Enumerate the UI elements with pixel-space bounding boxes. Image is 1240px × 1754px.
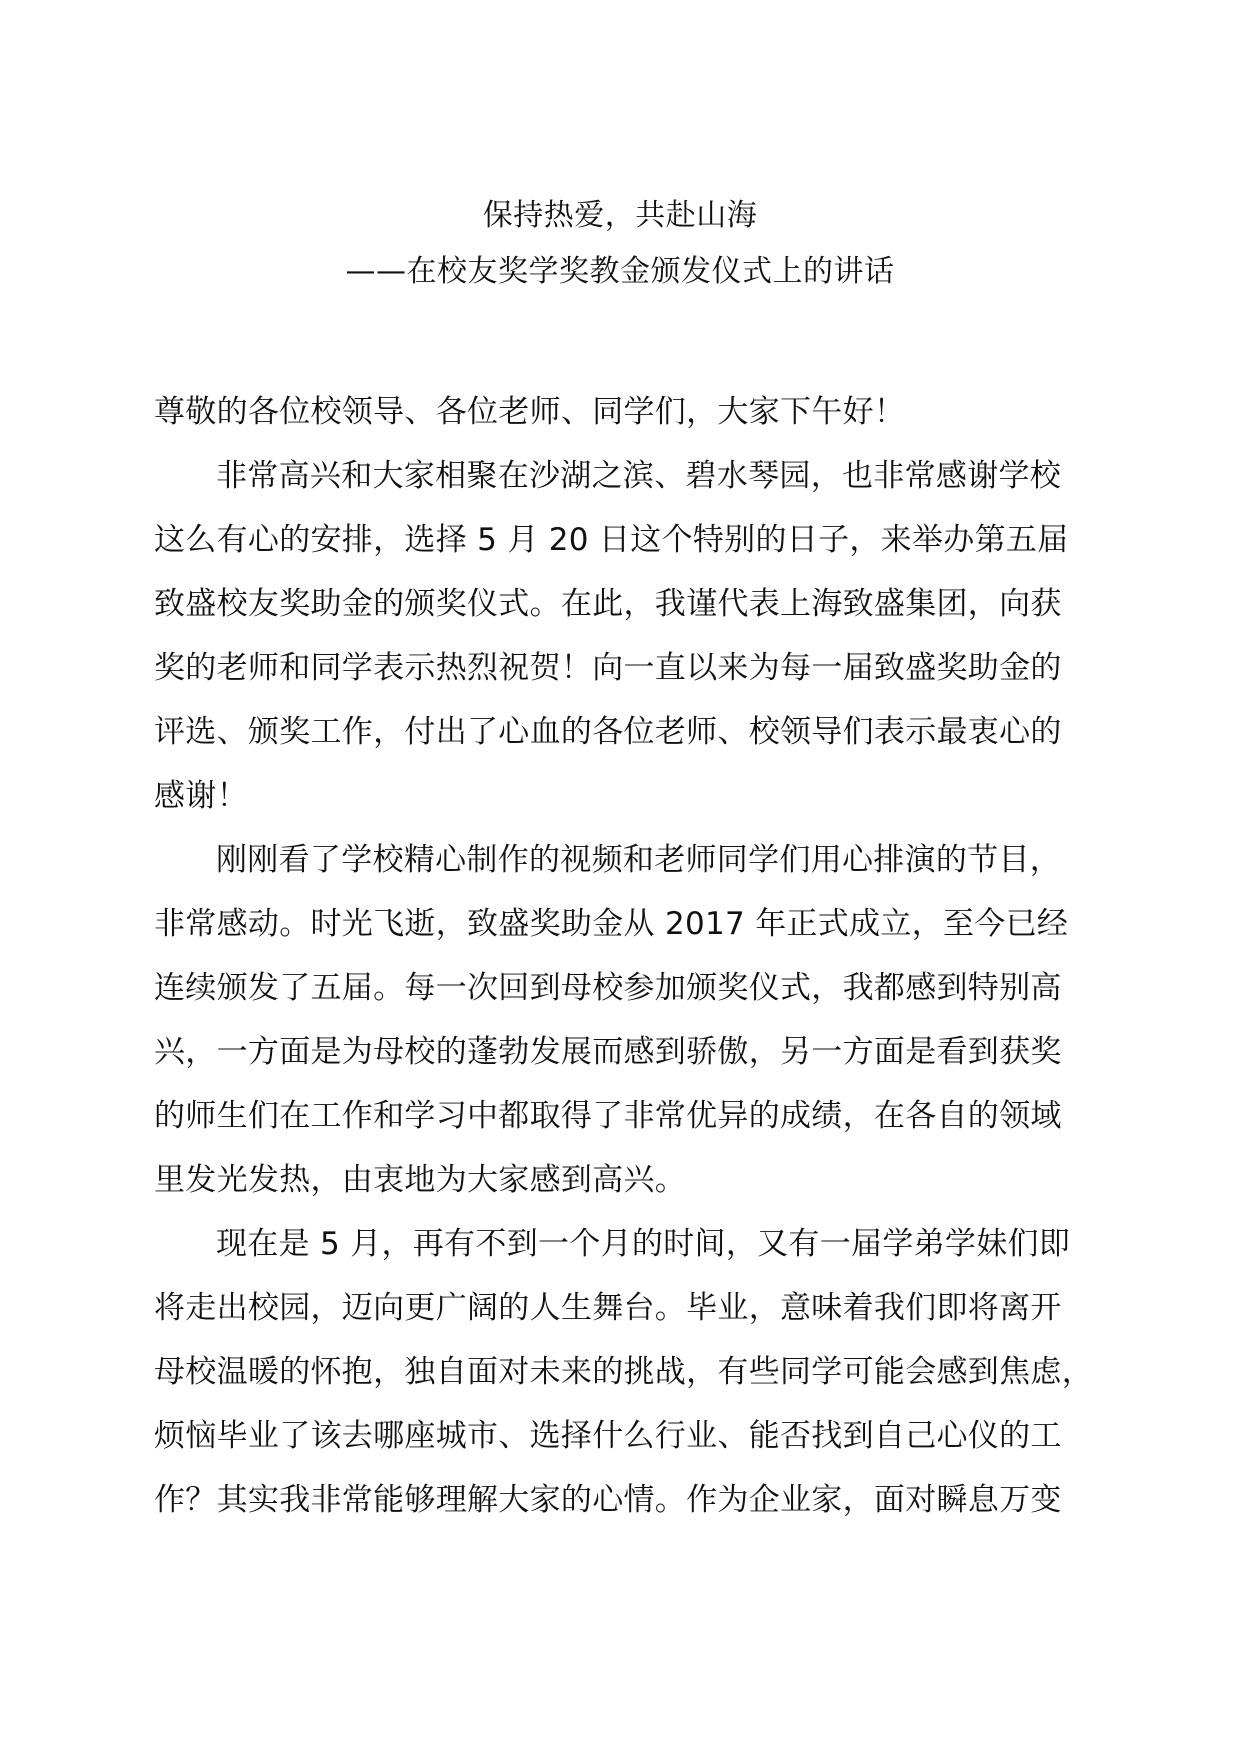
paragraph-line: 非常感动。时光飞逝，致盛奖助金从 2017 年正式成立，至今已经: [154, 906, 1069, 942]
paragraph-line: 兴，一方面是为母校的蓬勃发展而感到骄傲，另一方面是看到获奖: [154, 1034, 1062, 1070]
paragraph-line: 刚刚看了学校精心制作的视频和老师同学们用心排演的节目，: [216, 842, 1062, 878]
paragraph-1: [154, 444, 1084, 828]
salutation: 尊敬的各位校领导、各位老师、同学们，大家下午好！: [154, 394, 906, 430]
paragraph-line: 连续颁发了五届。每一次回到母校参加颁奖仪式，我都感到特别高: [154, 970, 1062, 1006]
paragraph-line: 里发光发热，由衷地为大家感到高兴。: [154, 1162, 687, 1198]
paragraph-line: 的师生们在工作和学习中都取得了非常优异的成绩，在各自的领域: [154, 1098, 1062, 1134]
page-subtitle: ——在校友奖学奖教金颁发仪式上的讲话: [345, 254, 895, 289]
paragraph-line: 现在是 5 月，再有不到一个月的时间，又有一届学弟学妹们即: [216, 1226, 1071, 1262]
paragraph-line: 致盛校友奖助金的颁奖仪式。在此，我谨代表上海致盛集团，向获: [154, 586, 1062, 622]
paragraph-line: 奖的老师和同学表示热烈祝贺！向一直以来为每一届致盛奖助金的: [154, 650, 1062, 686]
paragraph-line: 这么有心的安排，选择 5 月 20 日这个特别的日子，来举办第五届: [154, 522, 1069, 558]
paragraph-line: 非常高兴和大家相聚在沙湖之滨、碧水琴园，也非常感谢学校: [216, 458, 1062, 494]
paragraph-line: 评选、颁奖工作，付出了心血的各位老师、校领导们表示最衷心的: [154, 714, 1062, 750]
paragraph-line: 感谢！: [154, 778, 248, 814]
paragraph-line: 作？其实我非常能够理解大家的心情。作为企业家，面对瞬息万变: [154, 1482, 1062, 1518]
paragraph-line: 母校温暖的怀抱，独自面对未来的挑战，有些同学可能会感到焦虑，: [154, 1354, 1093, 1390]
paragraph-3: [154, 1212, 1093, 1532]
paragraph-line: 烦恼毕业了该去哪座城市、选择什么行业、能否找到自己心仪的工: [154, 1418, 1062, 1454]
speech-body: [154, 380, 1093, 1532]
paragraph-line: 将走出校园，迈向更广阔的人生舞台。毕业，意味着我们即将离开: [154, 1290, 1062, 1326]
page-title: 保持热爱，共赴山海: [482, 198, 758, 233]
title-block: [0, 188, 1240, 300]
paragraph-2: [154, 828, 1084, 1212]
